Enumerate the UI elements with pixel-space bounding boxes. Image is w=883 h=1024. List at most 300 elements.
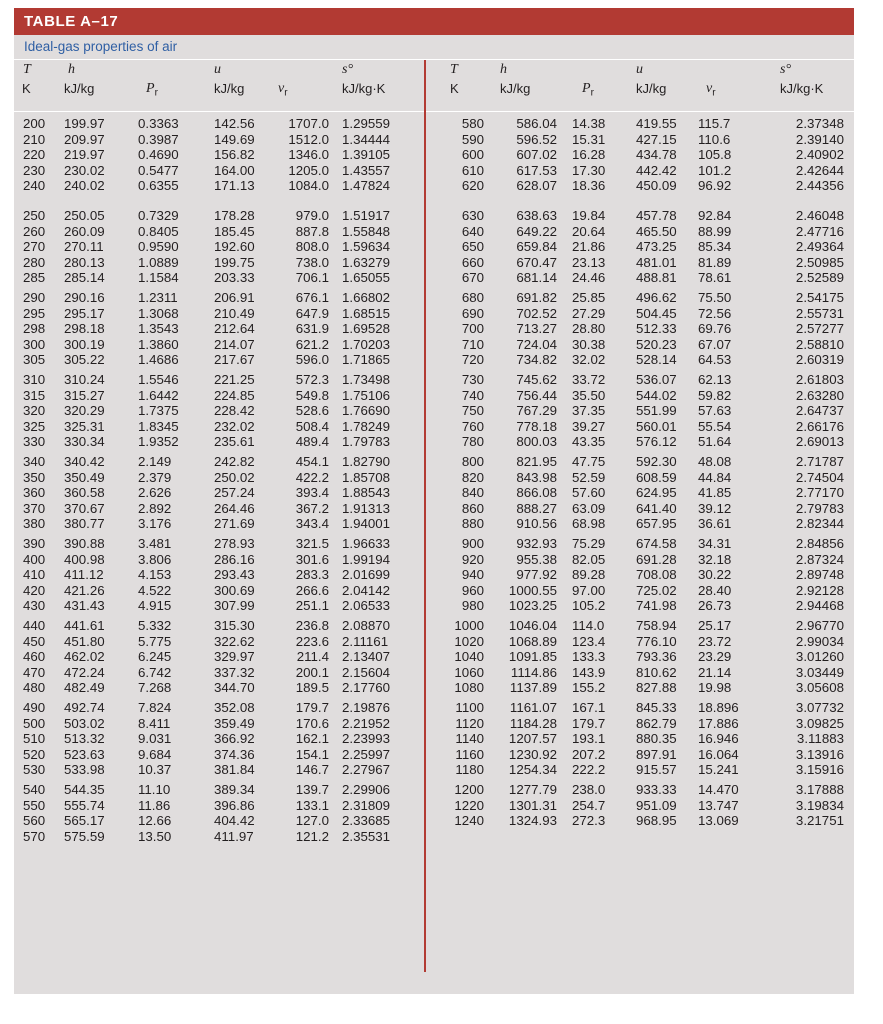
table-cell: 2.54175 (795, 290, 844, 305)
table-cell: 322.62 (214, 633, 255, 649)
table-cell: 164.00 (214, 162, 255, 178)
table-cell: 540 (23, 782, 46, 797)
table-cell: 454.1 (295, 454, 329, 469)
table-cell: 680 (461, 290, 484, 305)
table-cell: 638.63 (516, 208, 557, 223)
table-cell: 1.63279 (342, 254, 391, 270)
table-cell: 33.72 (572, 372, 606, 387)
table-cell: 105.2 (572, 598, 606, 614)
table-cell: 550 (23, 797, 46, 813)
table-cell: 2.19876 (342, 700, 391, 715)
table-cell: 442.42 (636, 162, 677, 178)
table-cell: 0.7329 (138, 208, 179, 223)
table-cell: 370 (23, 500, 46, 516)
table-cell: 1100 (455, 700, 484, 715)
table-cell: 101.2 (698, 162, 732, 178)
table-cell: 189.5 (295, 680, 329, 696)
table-cell: 6.245 (138, 649, 172, 665)
header-T-right: T (450, 62, 458, 77)
table-cell: 628.07 (516, 178, 557, 194)
table-cell: 295 (23, 305, 46, 321)
table-cell: 2.84856 (795, 536, 844, 551)
table-cell: 400 (23, 551, 46, 567)
table-cell: 366.92 (214, 731, 255, 747)
table-cell: 238.0 (572, 782, 606, 797)
table-cell: 223.6 (295, 633, 329, 649)
table-cell: 1060 (454, 664, 484, 680)
table-cell: 393.4 (295, 485, 329, 501)
table-cell: 560 (23, 813, 46, 829)
table-cell: 713.27 (516, 321, 557, 337)
table-cell: 590 (461, 131, 484, 147)
table-cell: 576.12 (636, 434, 677, 450)
table-cell: 27.29 (572, 305, 606, 321)
header-u-right: u (636, 62, 643, 77)
table-cell: 2.87324 (795, 551, 844, 567)
table-cell: 572.3 (295, 372, 329, 387)
table-cell: 52.59 (572, 469, 606, 485)
table-cell: 310 (23, 372, 46, 387)
table-cell: 620 (461, 178, 484, 194)
table-cell: 0.6355 (138, 178, 179, 194)
table-cell: 1084.0 (288, 178, 329, 194)
table-cell: 15.241 (698, 762, 739, 778)
table-cell: 933.33 (636, 782, 677, 797)
table-cell: 121.2 (295, 828, 329, 844)
table-cell: 3.176 (138, 516, 172, 532)
table-cell: 880 (461, 516, 484, 532)
table-cell: 520.23 (636, 336, 677, 352)
table-cell: 300.69 (214, 582, 255, 598)
table-cell: 2.892 (138, 500, 172, 516)
header-u: u (214, 62, 221, 77)
table-cell: 260.09 (64, 223, 105, 239)
table-cell: 200.1 (295, 664, 329, 680)
table-cell: 298 (23, 321, 46, 337)
table-cell: 767.29 (516, 403, 557, 419)
table-cell: 251.1 (295, 598, 329, 614)
table-cell: 13.747 (698, 797, 739, 813)
table-cell: 968.95 (636, 813, 677, 829)
table-cell: 1068.89 (508, 633, 557, 649)
table-cell: 16.946 (698, 731, 739, 747)
table-cell: 3.13916 (795, 746, 844, 762)
header-h: h (68, 62, 75, 77)
table-cell: 1.75106 (342, 387, 391, 403)
table-cell: 340.42 (64, 454, 105, 469)
table-cell: 23.29 (698, 649, 732, 665)
table-cell: 420 (23, 582, 46, 598)
table-cell: 3.21751 (795, 813, 844, 829)
table-cell: 10.37 (138, 762, 172, 778)
table-cell: 82.05 (572, 551, 606, 567)
table-cell: 608.59 (636, 469, 677, 485)
table-cell: 2.21952 (342, 715, 391, 731)
table-cell: 530 (23, 762, 46, 778)
table-cell: 1161.07 (509, 700, 557, 715)
table-cell: 242.82 (214, 454, 255, 469)
table-cell: 199.97 (64, 116, 105, 131)
table-cell: 2.25997 (342, 746, 391, 762)
table-cell: 14.470 (698, 782, 739, 797)
table-cell: 676.1 (295, 290, 329, 305)
table-cell: 280.13 (64, 254, 105, 270)
table-cell: 1.29559 (342, 116, 391, 131)
table-cell: 78.61 (698, 270, 732, 286)
table-cell: 745.62 (516, 372, 557, 387)
table-cell: 1.1584 (138, 270, 179, 286)
table-cell: 179.7 (295, 700, 329, 715)
table-cell: 310.24 (64, 372, 105, 387)
table-cell: 224.85 (214, 387, 255, 403)
table-cell: 691.28 (636, 551, 677, 567)
table-cell: 1220 (454, 797, 484, 813)
table-cell: 1114.86 (510, 664, 557, 680)
table-cell: 18.896 (698, 700, 739, 715)
table-cell: 738.0 (295, 254, 329, 270)
table-cell: 465.50 (636, 223, 677, 239)
table-cell: 185.45 (214, 223, 255, 239)
table-cell: 528.14 (636, 352, 677, 368)
table-cell: 888.27 (516, 500, 557, 516)
table-cell: 490 (23, 700, 46, 715)
table-cell: 427.15 (636, 131, 677, 147)
table-cell: 2.11161 (342, 633, 389, 649)
table-cell: 1.8345 (138, 418, 179, 434)
table-cell: 2.49364 (795, 239, 844, 255)
table-cell: 199.75 (214, 254, 255, 270)
table-cell: 11.10 (138, 782, 171, 797)
table-cell: 272.3 (572, 813, 606, 829)
table-cell: 2.39140 (795, 131, 844, 147)
table-cell: 513.32 (64, 731, 105, 747)
table-cell: 192.60 (214, 239, 255, 255)
table-cell: 1091.85 (508, 649, 557, 665)
table-cell: 300 (23, 336, 46, 352)
table-cell: 1.0889 (138, 254, 179, 270)
table-cell: 32.02 (572, 352, 606, 368)
table-cell: 320.29 (64, 403, 105, 419)
table-cell: 329.97 (214, 649, 255, 665)
table-cell: 30.22 (698, 567, 732, 583)
table-cell: 19.84 (572, 208, 606, 223)
table-cell: 650 (461, 239, 484, 255)
table-cell: 512.33 (636, 321, 677, 337)
table-cell: 340 (23, 454, 46, 469)
table-cell: 920 (461, 551, 484, 567)
table-cell: 315 (23, 387, 46, 403)
table-cell: 760 (461, 418, 484, 434)
table-cell: 555.74 (64, 797, 105, 813)
table-cell: 657.95 (636, 516, 677, 532)
table-cell: 305 (23, 352, 46, 368)
table-cell: 2.40902 (795, 147, 844, 163)
header-T-unit: K (22, 81, 31, 96)
table-cell: 62.13 (698, 372, 732, 387)
table-cell: 367.2 (295, 500, 329, 516)
table-cell: 1.4686 (138, 352, 179, 368)
table-cell: 41.85 (698, 485, 732, 501)
table-cell: 3.19834 (795, 797, 844, 813)
table-cell: 523.63 (64, 746, 105, 762)
table-cell: 257.24 (214, 485, 255, 501)
table-cell: 1120 (455, 715, 484, 731)
table-cell: 2.99034 (795, 633, 844, 649)
table-cell: 240 (23, 178, 46, 194)
table-cell: 596.0 (295, 352, 329, 368)
table-cell: 2.42644 (795, 162, 844, 178)
table-cell: 866.08 (516, 485, 557, 501)
table-cell: 380.77 (64, 516, 105, 532)
table-cell: 430 (23, 598, 46, 614)
table-cell: 640 (461, 223, 484, 239)
table-cell: 897.91 (636, 746, 677, 762)
table-cell: 154.1 (295, 746, 329, 762)
table-cell: 1277.79 (508, 782, 557, 797)
table-cell: 500 (23, 715, 46, 731)
table-cell: 845.33 (636, 700, 677, 715)
table-cell: 1207.57 (508, 731, 557, 747)
table-cell: 451.80 (64, 633, 105, 649)
table-cell: 1707.0 (288, 116, 329, 131)
header-vr: $v_r$ (278, 81, 288, 99)
table-cell: 171.13 (214, 178, 255, 194)
table-cell: 400.98 (64, 551, 105, 567)
table-cell: 1.3543 (138, 321, 179, 337)
table-cell: 325 (23, 418, 46, 434)
table-cell: 210.49 (214, 305, 255, 321)
table-cell: 97.00 (572, 582, 606, 598)
table-cell: 1.66802 (342, 290, 391, 305)
table-cell: 3.481 (138, 536, 172, 551)
table-cell: 624.95 (636, 485, 677, 501)
table-cell: 0.4690 (138, 147, 179, 163)
table-cell: 560.01 (636, 418, 677, 434)
table-cell: 390.88 (64, 536, 105, 551)
table-cell: 48.08 (698, 454, 732, 469)
header-h-right: h (500, 62, 507, 77)
table-cell: 1.47824 (342, 178, 391, 194)
table-cell: 0.3363 (138, 116, 179, 131)
header-h-unit: kJ/kg (64, 81, 95, 96)
table-cell: 88.99 (698, 223, 732, 239)
table-cell: 750 (461, 403, 484, 419)
table-cell: 207.2 (572, 746, 606, 762)
table-cell: 214.07 (214, 336, 255, 352)
table-cell: 730 (461, 372, 484, 387)
table-cell: 2.77170 (795, 485, 844, 501)
table-cell: 1020 (454, 633, 484, 649)
table-cell: 203.33 (214, 270, 255, 286)
table-cell: 1.78249 (342, 418, 391, 434)
table-cell: 240.02 (64, 178, 105, 194)
table-cell: 410 (23, 567, 46, 583)
table-cell: 36.61 (698, 516, 732, 532)
table-cell: 565.17 (64, 813, 105, 829)
table-cell: 8.411 (138, 715, 171, 731)
table-cell: 740 (461, 387, 484, 403)
table-cell: 1200 (454, 782, 484, 797)
table-cell: 370.67 (64, 500, 105, 516)
table-cell: 25.17 (698, 618, 732, 633)
table-cell: 492.74 (64, 700, 105, 715)
table-cell: 2.17760 (342, 680, 391, 696)
table-cell: 1346.0 (288, 147, 329, 163)
table-cell: 1.68515 (342, 305, 391, 321)
table-cell: 290.16 (64, 290, 105, 305)
table-cell: 285.14 (64, 270, 105, 286)
table-cell: 800 (461, 454, 484, 469)
table-cell: 210 (23, 131, 46, 147)
table-cell: 155.2 (572, 680, 606, 696)
table-cell: 734.82 (516, 352, 557, 368)
table-cell: 228.42 (214, 403, 255, 419)
table-cell: 47.75 (572, 454, 606, 469)
table-cell: 670.47 (516, 254, 557, 270)
table-cell: 932.93 (516, 536, 557, 551)
table-cell: 1.99194 (342, 551, 391, 567)
table-cell: 706.1 (295, 270, 329, 286)
table-cell: 630 (461, 208, 484, 223)
table-cell: 21.14 (698, 664, 732, 680)
header-s-unit-right: kJ/kg·K (780, 81, 824, 96)
table-cell: 580 (461, 116, 484, 131)
table-cell: 776.10 (636, 633, 677, 649)
table-cell: 283.3 (295, 567, 329, 583)
header-Pr-right: $P_r$ (582, 81, 594, 99)
table-cell: 1.96633 (342, 536, 391, 551)
table-cell: 462.02 (64, 649, 105, 665)
table-cell: 337.32 (214, 664, 255, 680)
table-cell: 940 (461, 567, 484, 583)
table-cell: 39.27 (572, 418, 606, 434)
table-cell: 295.17 (64, 305, 105, 321)
table-cell: 167.1 (572, 700, 606, 715)
table-cell: 4.153 (138, 567, 172, 583)
table-cell: 419.55 (636, 116, 677, 131)
table-cell: 496.62 (636, 290, 677, 305)
table-cell: 350 (23, 469, 46, 485)
table-cell: 862.79 (636, 715, 677, 731)
table-cell: 840 (461, 485, 484, 501)
table-cell: 59.82 (698, 387, 732, 403)
header-T-unit-right: K (450, 81, 459, 96)
table-cell: 2.379 (138, 469, 172, 485)
table-cell: 271.69 (214, 516, 255, 532)
table-cell: 910.56 (516, 516, 557, 532)
table-cell: 1.85708 (342, 469, 391, 485)
table-cell: 270 (23, 239, 46, 255)
table-cell: 170.6 (295, 715, 329, 731)
table-cell: 1.3068 (138, 305, 179, 321)
table-cell: 880.35 (636, 731, 677, 747)
table-cell: 381.84 (214, 762, 255, 778)
table-cell: 503.02 (64, 715, 105, 731)
table-cell: 21.86 (572, 239, 606, 255)
table-cell: 596.52 (516, 131, 557, 147)
table-cell: 480 (23, 680, 46, 696)
table-cell: 1184.28 (509, 715, 557, 731)
table-cell: 3.806 (138, 551, 172, 567)
table-cell: 441.61 (64, 618, 105, 633)
table-cell: 2.46048 (795, 208, 844, 223)
table-cell: 649.22 (516, 223, 557, 239)
table-cell: 2.66176 (795, 418, 844, 434)
table-cell: 2.15604 (342, 664, 391, 680)
table-cell: 1.88543 (342, 485, 391, 501)
table-cell: 1000 (454, 618, 484, 633)
table-cell: 1.5546 (138, 372, 179, 387)
table-cell: 30.38 (572, 336, 606, 352)
table-cell: 1180 (455, 762, 484, 778)
table-cell: 301.6 (295, 551, 329, 567)
table-cell: 69.76 (698, 321, 732, 337)
table-cell: 72.56 (698, 305, 732, 321)
table-cell: 390 (23, 536, 46, 551)
table-cell: 0.9590 (138, 239, 179, 255)
table-cell: 2.50985 (795, 254, 844, 270)
table-cell: 68.98 (572, 516, 606, 532)
table-cell: 6.742 (138, 664, 172, 680)
table-cell: 551.99 (636, 403, 677, 419)
table-cell: 2.92128 (795, 582, 844, 598)
table-cell: 1137.89 (509, 680, 557, 696)
table-cell: 230.02 (64, 162, 105, 178)
table-cell: 212.64 (214, 321, 255, 337)
table-cell: 821.95 (516, 454, 557, 469)
table-cell: 544.35 (64, 782, 105, 797)
table-cell: 2.27967 (342, 762, 391, 778)
table-cell: 85.34 (698, 239, 732, 255)
table-cell: 2.63280 (795, 387, 844, 403)
table-cell: 1230.92 (508, 746, 557, 762)
table-cell: 536.07 (636, 372, 677, 387)
table-cell: 343.4 (295, 516, 329, 532)
table-cell: 1080 (454, 680, 484, 696)
table-cell: 28.80 (572, 321, 606, 337)
table-cell: 1.39105 (342, 147, 391, 163)
table-cell: 3.01260 (795, 649, 844, 665)
table-cell: 887.8 (295, 223, 329, 239)
table-cell: 315.30 (214, 618, 255, 633)
table-cell: 504.45 (636, 305, 677, 321)
table-cell: 350.49 (64, 469, 105, 485)
table-cell: 139.7 (295, 782, 329, 797)
table-cell: 421.26 (64, 582, 105, 598)
table-cell: 230 (23, 162, 46, 178)
table-cell: 15.31 (572, 131, 606, 147)
table-cell: 143.9 (572, 664, 606, 680)
table-cell: 18.36 (572, 178, 606, 194)
table-cell: 482.49 (64, 680, 105, 696)
table-cell: 621.2 (295, 336, 329, 352)
table-cell: 720 (461, 352, 484, 368)
table-cell: 222.2 (572, 762, 606, 778)
table-cell: 2.94468 (795, 598, 844, 614)
table-cell: 1.79783 (342, 434, 391, 450)
table-cell: 75.50 (698, 290, 732, 305)
table-cell: 1.6442 (138, 387, 179, 403)
table-cell: 5.332 (138, 618, 172, 633)
table-cell: 110.6 (698, 131, 731, 147)
table-cell: 305.22 (64, 352, 105, 368)
table-cell: 32.18 (698, 551, 732, 567)
table-cell: 2.149 (138, 454, 172, 469)
table-cell: 1240 (454, 813, 484, 829)
table-cell: 1.2311 (138, 290, 178, 305)
table-cell: 422.2 (295, 469, 329, 485)
table-cell: 617.53 (516, 162, 557, 178)
